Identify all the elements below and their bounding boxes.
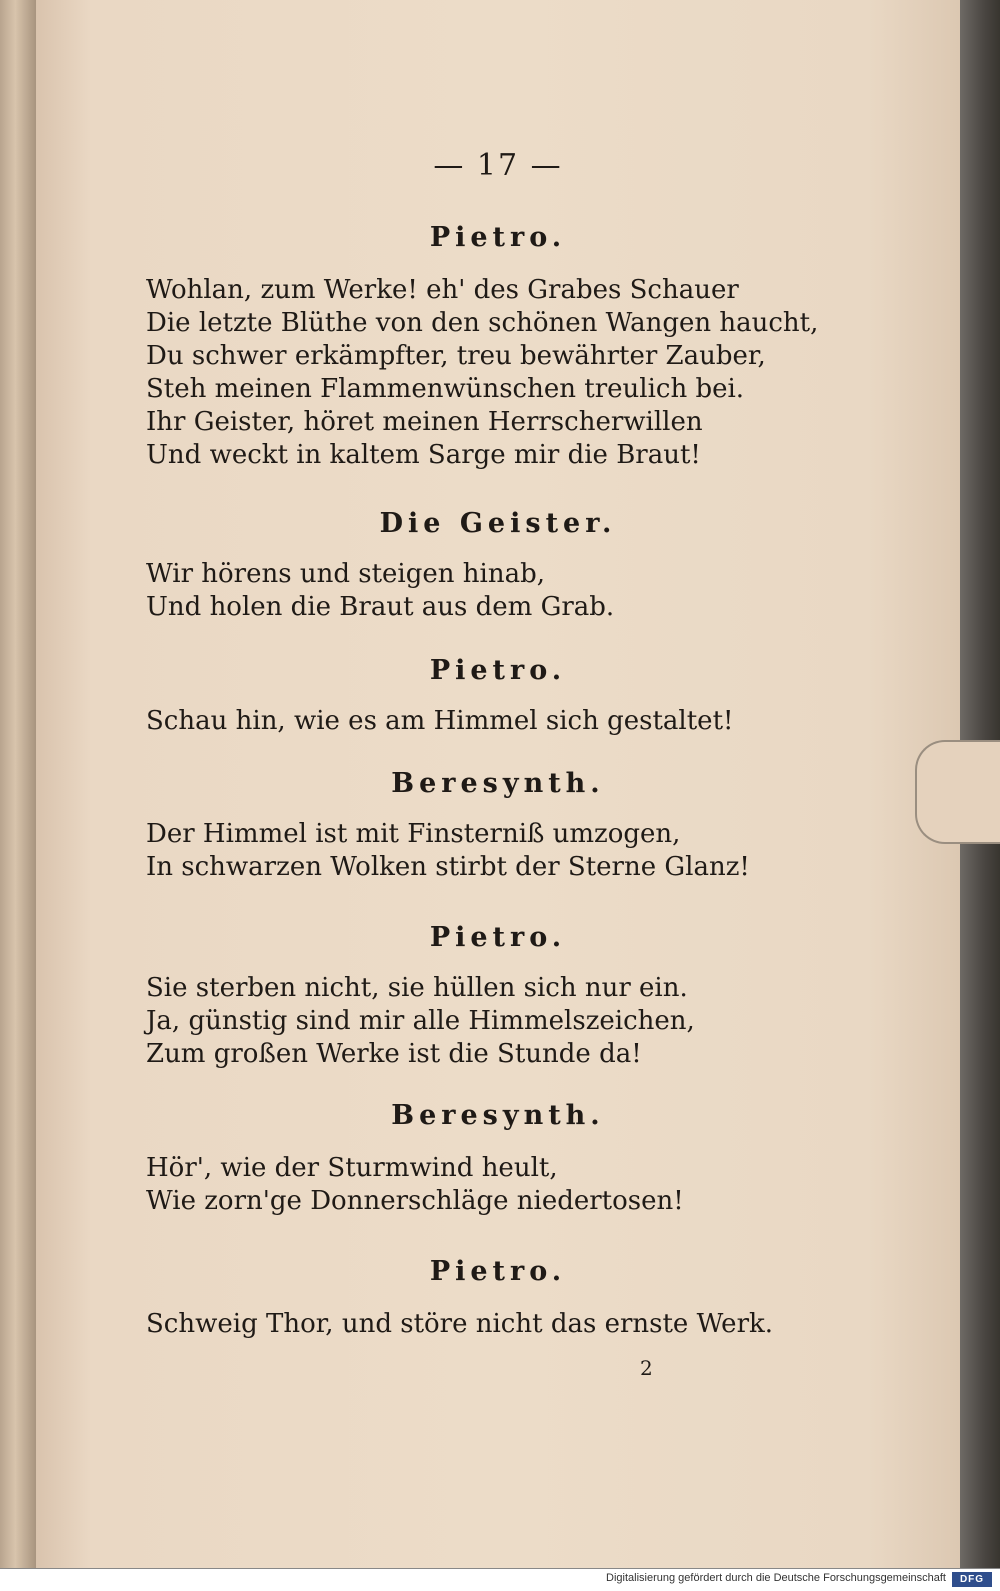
verse-block [146,818,926,884]
previous-page-edge [0,0,38,1568]
speaker-heading: Beresynth. [391,1100,605,1131]
verse-line: Zum großen Werke ist die Stunde da! [146,1039,642,1069]
verse-line: Ihr Geister, höret meinen Herrscherwillen [146,407,703,437]
verse-line: In schwarzen Wolken stirbt der Sterne Glanz! [146,852,750,882]
verse-block [146,972,926,1071]
verse-line: Ja, günstig sind mir alle Himmelszeichen, [146,1006,695,1036]
speaker-heading: Beresynth. [391,768,605,799]
verse-block [146,274,926,472]
footer-bar [0,1568,1000,1591]
speaker-heading: Die Geister. [379,508,617,539]
speaker-heading: Pietro. [429,655,567,686]
verse-line: Du schwer erkämpfter, treu bewährter Zauber, [146,341,766,371]
verse-block [146,558,926,624]
verse-line: Steh meinen Flammenwünschen treulich bei. [146,374,745,404]
verse-line: Schweig Thor, und störe nicht das ernste Werk. [146,1309,774,1339]
book-page [36,0,960,1568]
signature-mark: 2 [640,1356,653,1380]
verse-line: Wir hörens und steigen hinab, [146,559,545,589]
verse-block [146,705,926,738]
funding-credit: Digitalisierung gefördert durch die Deutsche Forschungsgemeinschaft [606,1572,946,1584]
verse-line: Wohlan, zum Werke! eh' des Grabes Schauer [146,275,739,305]
verse-block [146,1308,926,1341]
verse-line: Und weckt in kaltem Sarge mir die Braut! [146,440,701,470]
verse-line: Und holen die Braut aus dem Grab. [146,592,615,622]
page-tab-marker [915,740,1000,844]
speaker-heading: Pietro. [429,222,567,253]
verse-block [146,1152,926,1218]
page-number: — 17 — [433,148,563,183]
verse-line: Hör', wie der Sturmwind heult, [146,1153,558,1183]
verse-line: Die letzte Blüthe von den schönen Wangen haucht, [146,308,819,338]
verse-line: Der Himmel ist mit Finsterniß umzogen, [146,819,681,849]
speaker-heading: Pietro. [429,922,567,953]
verse-line: Sie sterben nicht, sie hüllen sich nur ein. [146,973,688,1003]
speaker-heading: Pietro. [429,1256,567,1287]
verse-line: Schau hin, wie es am Himmel sich gestaltet! [146,706,734,736]
dfg-logo: DFG [952,1572,992,1587]
verse-line: Wie zorn'ge Donnerschläge niedertosen! [146,1186,684,1216]
